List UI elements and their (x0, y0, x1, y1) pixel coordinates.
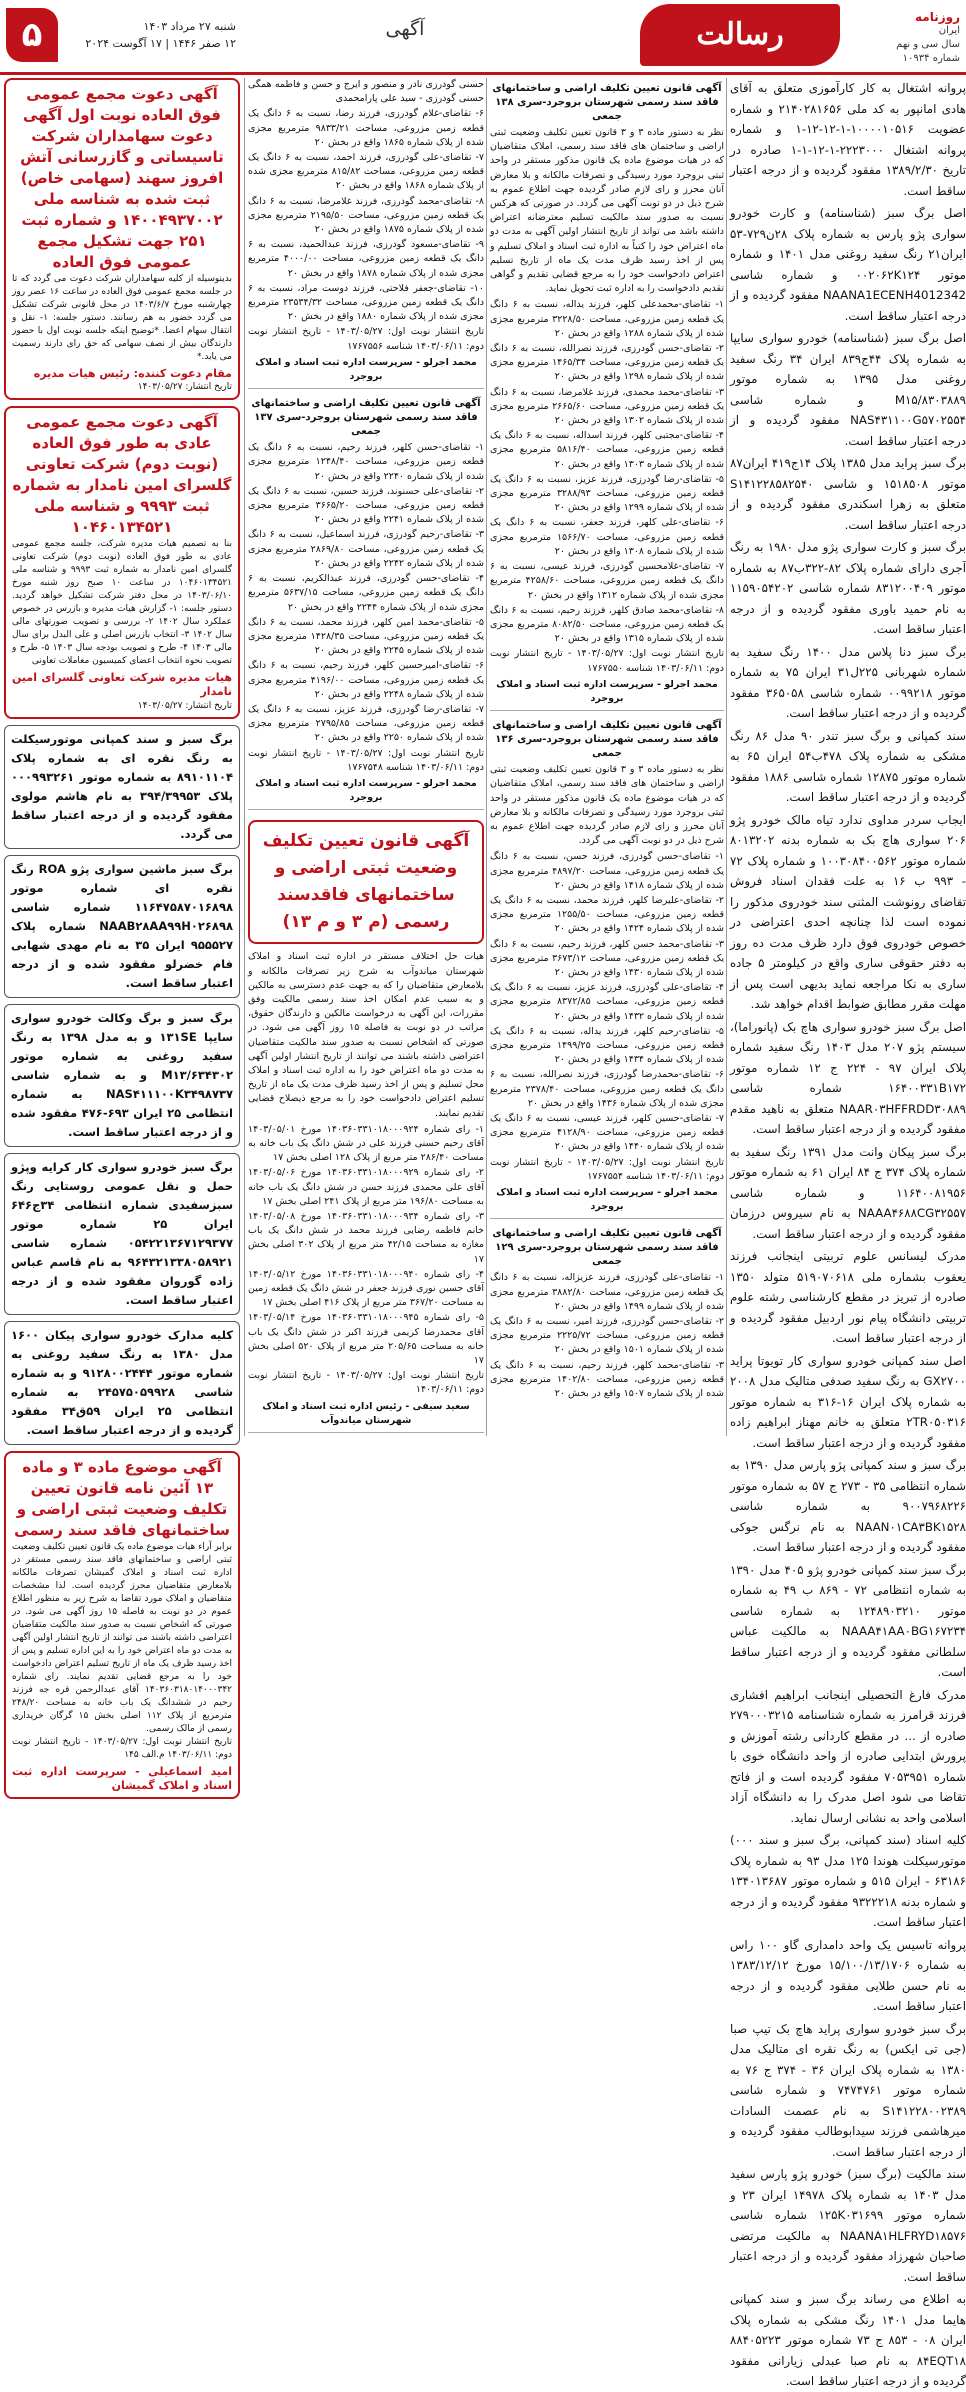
column-lost-notices (726, 78, 966, 2388)
notice-items (490, 850, 724, 1154)
notice-date: تاریخ انتشار نوبت اول: ۱۴۰۳/۰۵/۲۷ - تاریخ انتشار نوبت دوم: ۱۴۰۳/۰۶/۱۱ (248, 1370, 484, 1396)
ad-signature: هیات مدیره شرکت تعاونی گلسرای امین نامدار (12, 671, 232, 699)
notice-intro: نظر به دستور ماده ۳ و ۳ قانون تعیین تکلیف وضعیت ثبتی اراضی و ساختمان های فاقد سند رسمی، املاک متقاضیان که در هیات موضوع ماده یک قانون مذکور مستقر در واحد ثبتی بروجرد مورد رسیدگی و تصرفات مالکانه و بلا معارض آنان محرز و رای لازم صادر گردیده جهت اطلاع عموم به شرح ذیل در دو نوبت آگهی می گردد. (490, 764, 724, 847)
issue-year: سال سی و نهم (896, 39, 960, 50)
masthead (0, 0, 966, 75)
small-ad-item: برگ سبز خودرو سواری کار کرایه وپژو حمل و نقل عمومی روستایی رنگ سبزسفیدی شماره انتظامی ۳۴ج۶۴۶ ایران ۲۵ شماره موتور ۰۵۴۲۲۱۳۶۷۱۲۹۳۷۷ شماره شاسی ۹۶۴۳۲۱۳۳۸۰۵۸۹۲۱ به نام قاسم عباس زاده گوروان مفقود شده و از درجه اعتبار ساقط است. (4, 1153, 240, 1315)
notice-heading: آگهی قانون تعیین تکلیف اراضی و ساختمانهای فاقد سند رسمی شهرستان بروجرد-سری ۱۳۸ جمعی (492, 83, 722, 122)
ad-title: آگهی دعوت مجمع عمومی عادی به طور فوق العاده (نوبت دوم) شرکت تعاونی گلسرای امین نامدار به شماره ثبت ۹۹۹۳ و شناسه ملی ۱۰۴۶۰۱۳۴۵۲۱ (12, 413, 232, 537)
notice-items (248, 78, 484, 324)
ad-land-notice (4, 1451, 240, 1799)
notice-date: تاریخ انتشار نوبت اول: ۱۴۰۳/۰۵/۲۷ - تاریخ انتشار نوبت دوم: ۱۴۰۳/۰۶/۱۱ شناسه ۱۷۶۷۵۴۸ (248, 747, 484, 773)
lost-notice-item: برگ سبز خودرو سواری پراید هاچ بک تیپ صبا (جی تی ایکس) به رنگ نقره ای متالیک مدل ۱۳۸۰ به شماره پلاک ایران ۳۶ - ۳۷۴ ج ۷۶ به شماره موتور ۷۴۷۴۷۶۱ و شماره شاسی S۱۴۱۲۲۸۰۰۲۳۸۹ به نام عصمت السادات میرهاشمی فرزند سیدابوطالب مفقود گردیده و از درجه اعتبار ساقط است. (730, 2021, 966, 2159)
issue-info (850, 10, 960, 66)
notice-item: ۶- تقاضای-امیرحسین کلهر، فرزند رحیم، نسبت به ۶ دانگ یک قطعه زمین مزروعی، مساحت ۴۱۹۶/۰۰ مترمربع مجزی شده از پلاک شماره ۲۲۴۸ واقع در بخش ۲۰ (248, 660, 485, 700)
ad-signature: مقام دعوت کننده: رئیس هیات مدیره (33, 367, 232, 380)
lost-notice-item: برگ سبز و کارت سواری پژو مدل ۱۹۸۰ به رنگ آجری دارای شماره پلاک ۸۲-۳۲۲ب۸۷ به شماره موتور ۸۳۱۲۰۰۴۰۹ شماره شاسی ۱۱۵۹۰۵۴۲۰۲ به نام حمید باوری مفقود گردیده و از درجه اعتبار ساقط است. (730, 540, 966, 636)
ad-title: آگهی موضوع ماده ۳ و ماده ۱۳ آئین نامه قانون تعیین تکلیف وضعیت ثبتی اراضی و ساختمانهای فاقد سند رسمی (14, 1457, 230, 1539)
featured-notice-body: هیات حل اختلاف مستقر در اداره ثبت اسناد و املاک شهرستان میاندوآب به شرح زیر تصرفات مالکانه و بلامعارض متقاضیان را که به جهت عدم دسترسی به مالکین و به سبب عدم امکان اخذ سند رسمی مالکیت وفق مقررات، این آگهی به درخواست مالکین و دارندگان حقوق، مراتب در دو نوبت به فاصله ۱۵ روز آگهی می شود. در صورتی که اشخاص نسبت به صدور سند مالکیت متقاضیان اعتراضی داشته باشند می توانند از تاریخ انتشار اولین آگهی به مدت دو ماه اعتراض خود را به اداره ثبت اسناد و املاک محل تسلیم و پس از اخذ رسید ظرف مدت یک ماه از تاریخ تسلیم اعتراض دادخواست خود را به مرجع ذیصلاح قضایی تقدیم نمایند. (248, 951, 485, 1119)
notice-date: تاریخ انتشار نوبت اول: ۱۴۰۳/۰۵/۲۷ - تاریخ انتشار نوبت دوم: ۱۴۰۳/۰۶/۱۱ شناسه ۱۷۶۷۵۵۰ (490, 648, 724, 674)
ad-date: تاریخ انتشار: ۱۴۰۳/۰۵/۲۷ (137, 382, 232, 393)
notice-heading: آگهی قانون تعیین تکلیف اراضی و ساختمانهای فاقد سند رسمی شهرستان بروجرد-سری ۱۲۹ جمعی (492, 1228, 722, 1268)
lost-notice-item: پروانه اشتغال به کار کارآموزی متعلق به آقای هادی امانپور به کد ملی ۲۱۴۰۲۸۱۶۵۶ و شماره عضویت ۱۰۰۰۰۱۰۵۱۶-۱-۱۲-۱۲-۱ و شماره پروانه اشتغال ۲۲۲۳۰۰۰-۱-۱۲-۱-۱ صادره در تاریخ ۱۳۸۹/۲/۳۰ مفقود گردیده و از درجه اعتبار ساقط است. (730, 81, 966, 198)
notice-item: ۷- تقاضای-رضا گودرزی، فرزند عزیز، نسبت به ۶ دانگ یک قطعه زمین مزروعی، مساحت ۲۷۹۵/۸۵ مترمربع مجزی شده از پلاک شماره ۲۲۵۰ واقع در بخش ۲۰ (248, 703, 484, 744)
notice-signature: سعید سیفی - رئیس اداره ثبت اسناد و املاک شهرستان میاندوآب (248, 1400, 484, 1433)
notice-item: ۴- رای شماره ۱۴۰۳۶۰۳۳۱۰۱۸۰۰۰۹۴۰ مورخ ۱۴۰۳/۰۵/۱۲ آقای حسین نوری فرزند جعفر در شش دانگ یک قطعه زمین به مساحت ۳۶۷/۲۰ متر مربع از پلاک ۴۱۶ اصلی بخش ۱۷ (248, 1268, 484, 1309)
notice-item: ۳- رای شماره ۱۴۰۳۶۰۳۳۱۰۱۸۰۰۰۹۳۴ مورخ ۱۴۰۳/۰۵/۰۸ خانم فاطمه رضایی فرزند محمد در شش دانگ یک باب مغازه به مساحت ۴۲/۱۵ متر مربع از پلاک ۳۰۲ اصلی بخش ۱۷ (248, 1211, 485, 1265)
notice-item: ۵- تقاضای-رضا گودرزی، فرزند عزیز، نسبت به ۶ دانگ یک قطعه زمین مزروعی، مساحت ۳۲۸۸/۹۳ مترمربع مجزی شده از پلاک شماره ۱۲۹۹ واقع در بخش ۲۰ (490, 473, 725, 514)
lost-notice-item: به اطلاع می رساند برگ سبز و سند کمپانی هایما مدل ۱۴۰۱ رنگ مشکی به شماره پلاک ایران ۰۸ - ۸۵۳ ج ۷۳ شماره موتور ۸۸۴۰۵۲۲۳ ۸۴EQT۱۸ به نام صبا عبدلی زیارانی مفقود گردیده و از درجه اعتبار ساقط است. (730, 2292, 966, 2388)
notice-item: ۹- تقاضای-مسعود گودرزی، فرزند عبدالحمید، نسبت به ۶ دانگ یک قطعه زمین مزروعی، مساحت ۴۰۰۰/۰۰ مترمربع مجزی شده از پلاک شماره ۱۸۷۸ واقع در بخش ۲۰ (248, 239, 484, 279)
notice-intro: نظر به دستور ماده ۳ و ۳ قانون تعیین تکلیف وضعیت ثبتی اراضی و ساختمان های فاقد سند رسمی، املاک متقاضیان که در هیات موضوع ماده یک قانون مذکور مستقر در واحد ثبتی بروجرد مورد رسیدگی و تصرفات مالکانه و بلا معارض آنان محرز و رای لازم صادر گردیده جهت اطلاع عموم به شرح ذیل در دو نوبت آگهی می گردد. در صورتی که هرکس نسبت به صدور سند مالکیت تسلیم معترضانه اعتراض داشته باشد می تواند از تاریخ انتشار اولین آگهی به مدت دو ماه اعتراض خود را کتباً به اداره ثبت اسناد و املاک تسلیم و پس از اخذ رسید ظرف مدت یک ماه از تاریخ تسلیم اعتراض دادخواست خود را به مرجع قضایی تقدیم و گواهی تقدیم دادخواست را به اداره ثبت تحویل نماید. (490, 127, 724, 295)
lost-notice-item: سند مالکیت (برگ سبز) خودرو پژو پارس سفید مدل ۱۴۰۳ به شماره پلاک ۱۴۹۷۸ ایران ۲۳ و شماره موتور ۱۲۵K۰۳۱۶۹۹ شماره شاسی NAANA۱HLFRYD۱۸۵۷۶ به مالکیت مرتضی صاحبان شهرزاد مفقود گردیده و از درجه اعتبار ساقط است. (730, 2167, 966, 2284)
lost-notice-item: برگ سبز پیکان وانت مدل ۱۳۹۱ رنگ سفید به شماره پلاک ۳۷۴ ج ۸۴ ایران ۶۱ به شماره موتور ۱۱۶۴۰۰۸۱۹۵۶ و شماره شاسی NAAA۴۶۸۸CG۳۲۵۵۷ به نام سیروس درزمان مفقود گردیده و از درجه اعتبار ساقط است. (730, 1144, 966, 1241)
ad-signature: امید اسماعیلی - سرپرست اداره ثبت اسناد و املاک گمیشان (12, 1764, 232, 1792)
featured-notice-title: آگهی قانون تعیین تکلیف وضعیت ثبتی اراضی و ساختمانهای فاقدسند رسمی (م ۳ و م ۱۳) (248, 820, 484, 944)
small-ad-item: برگ سبز و سند کمپانی موتورسیکلت به رنگ نقره ای به شماره پلاک ۸۹۱۰۱۱۰۴ به شماره موتور ۰۰۰۹۹۳۲۶۱ پلاک ۳۹۴/۳۹۹۵۳ به نام هاشم مولوی مفقود گردیده و از درجه اعتبار ساقط می گردد. (4, 725, 240, 849)
lost-notice-item: برگ سبز سند کمپانی خودرو پژو ۴۰۵ مدل ۱۳۹۰ به شماره انتظامی ۷۲ - ۸۶۹ ب ۴۹ به شماره موتور ۱۲۴۸۹۰۳۲۱۰ به شماره شاسی NAAA۴۱AA۰BG۱۶۷۲۳۴ به مالکیت عباس سلطانی مفقود گردیده و از درجه اعتبار ساقط است. (730, 1562, 966, 1679)
notice-item: ۸- تقاضای-محمد صادق کلهر، فرزند رحیم، نسبت به ۶ دانگ یک قطعه زمین مزروعی، مساحت ۸۰۸۲/۵۰ مترمربع مجزی شده از پلاک شماره ۱۳۱۵ واقع در بخش ۲۰ (490, 604, 724, 645)
notice-items (248, 441, 484, 745)
lost-notice-item: پروانه تاسیس یک واحد دامداری گاو ۱۰۰ راس به شماره ۱۵/۱۰۰/۱۳/۱۷۰۶ مورخ ۱۳۸۳/۱۲/۱۲ به نام حسن طلایی مفقود گردیده و از درجه اعتبار ساقط است. (730, 1937, 966, 2013)
lost-notice-item: برگ سبز پراید مدل ۱۳۸۵ پلاک ۱۴ج۴۱۹ ایران۸۷ موتور ۱۵۱۸۵۰۸ و شاسی S۱۴۱۲۲۸۵۸۲۵۴۰ متعلق به زهرا اسکندری مفقود گردیده و از درجه اعتبار ساقط است. (730, 456, 966, 532)
small-ad-item: کلیه مدارک خودرو سواری پیکان ۱۶۰۰ مدل ۱۳۸۰ به رنگ سفید روغنی به شماره موتور ۹۱۲۸۰۰۲۴۴۴ و به شماره شاسی ۲۴۵۷۵۰۵۹۹۲۸ به شماره انتظامی ۲۵ ایران ۵۹ق۳۴ مفقود گردیده و از درجه اعتبار ساقط است. (4, 1321, 240, 1445)
lost-notice-item: اصل برگ سبز (شناسنامه) و کارت خودرو سواری پژو پارس به شماره پلاک ۲۸ن۷۲۹-۵۳ ایران۲۱ رنگ سفید روغنی مدل ۱۴۰۱ و شماره موتور ۰۰۲۰۶۲K۱۲۴ و شماره شاسی NAANA1ECENH4012342 مفقود گردیده و از درجه اعتبار ساقط است. (730, 206, 966, 323)
lost-notice-item: اصل برگ سبز (شناسنامه) خودرو سواری سایپا به شماره پلاک ۴۴ج۸۳۹ ایران ۳۴ رنگ سفید روغنی مدل ۱۳۹۵ به شماره موتور M۱۵/۸۳۰۳۸۸۹ و شماره شاسی NAS۴۳۱۱۰۰G۵۷۰۲۵۵۴ مفقود گردیده و از درجه اعتبار ساقط است. (730, 331, 966, 448)
notice-items (490, 298, 724, 646)
ad-date: تاریخ انتشار نوبت اول: ۱۴۰۳/۰۵/۲۷ - تاریخ انتشار نوبت دوم: ۱۴۰۳/۰۶/۱۱ م.الف ۱۴۵ (12, 1736, 233, 1760)
column-land-notices-a (486, 78, 724, 1436)
notice-item: ۴- تقاضای-علی گودرزی، فرزند عزیز، نسبت به ۶ دانگ یک قطعه زمین مزروعی، مساحت ۸۳۷۲/۸۵ مترمربع مجزی شده از پلاک شماره ۱۴۳۲ واقع در بخش ۲۰ (490, 982, 724, 1022)
notice-items (248, 1123, 484, 1368)
notice-item: ۱- تقاضای-محمدعلی کلهر، فرزند یداله، نسبت به ۶ دانگ یک قطعه زمین مزروعی، مساحت ۳۲۲۸/۵۰ مترمربع مجزی شده از پلاک شماره ۱۲۸۸ واقع در بخش ۲۰ (490, 299, 724, 339)
ad-assembly-invitation (4, 78, 240, 400)
date-block (66, 18, 236, 52)
column-boxed-ads (4, 78, 240, 1792)
lost-notice-item: مدرک فارغ التحصیلی اینجانب ابراهیم افشاری فرزند قرامرز به شماره شناسنامه ۲۷۹۰۰۰۳۲۱۵ صادره از ... در مقطع کاردانی رشته آموزش و پرورش ابتدایی صادره از واحد دانشگاه خوی با شماره ۷۰۵۳۹۵۱ مفقود گردیده است و از فاتح تقاضا می شود اصل مدرک را به دانشگاه آزاد اسلامی واحد به نشانی ارسال نماید. (730, 1687, 966, 1825)
notice-signature: محمد اجرلو - سرپرست اداره ثبت اسناد و املاک بروجرد (490, 678, 724, 711)
notice-date: تاریخ انتشار نوبت اول: ۱۴۰۳/۰۵/۲۷ - تاریخ انتشار نوبت دوم: ۱۴۰۳/۰۶/۱۱ شناسه ۱۷۶۷۵۵۶ (248, 326, 484, 352)
ad-body: بدینوسیله از کلیه سهامداران شرکت دعوت می گردد که تا در جلسه مجمع عمومی فوق العاده در ساعت ۱۶ عصر روز چهارشنبه مورخ ۱۴۰۳/۶/۷ در محل قانونی شرکت تشکیل می گردد حضور به هم رسانند. دستور جلسه: ۱- نقل و انتقال سهام اعضا. *توضیح اینکه جلسه نوبت اول با حضور دارندگان بیش از نصف سهامی که حق رای دارند رسمیت می یابد.* (12, 274, 233, 362)
notice-date: تاریخ انتشار نوبت اول: ۱۴۰۳/۰۵/۲۷ - تاریخ انتشار نوبت دوم: ۱۴۰۳/۰۶/۱۱ شناسه ۱۷۶۷۵۵۴ (490, 1156, 724, 1182)
notice-signature: محمد اجرلو - سرپرست اداره ثبت اسناد و املاک بروجرد (248, 777, 484, 810)
notice-item: ۱- تقاضای-حسن کلهر، فرزند رحیم، نسبت به ۶ دانگ یک قطعه زمین مزروعی، مساحت ۱۲۴۸/۴۰ مترمربع مجزی شده از پلاک شماره ۲۲۴۰ واقع در بخش ۲۰ (248, 442, 485, 482)
notice-item: ۳- تقاضای-محمد کلهر، فرزند رحیم، نسبت به ۶ دانگ یک قطعه زمین مزروعی، مساحت ۱۴۰۲/۸۰ مترمربع مجزی شده از پلاک شماره ۱۵۰۷ واقع در بخش ۲۰ (490, 1359, 725, 1400)
notice-item: ۲- تقاضای-حسن گودرزی، فرزند نصرالله، نسبت به ۶ دانگ یک قطعه زمین مزروعی، مساحت ۱۴۶۵/۳۴ مترمربع مجزی شده از پلاک شماره ۱۲۹۸ واقع در بخش ۲۰ (490, 343, 724, 383)
notice-item: ۲- تقاضای-علیرضا کلهر، فرزند محمد، نسبت به ۶ دانگ یک قطعه زمین مزروعی، مساحت ۱۲۵۵/۵۰ مترمربع مجزی شده از پلاک شماره ۱۴۲۴ واقع در بخش ۲۰ (490, 894, 725, 935)
lost-notice-item: کلیه اسناد (سند کمپانی، برگ سبز و سند ۰۰۰) موتورسیکلت هوندا ۱۲۵ مدل ۹۳ به شماره پلاک ۶۳۱۸۶ - ایران ۵۱۵ و شماره موتور ۱۳۴۰۱۳۶۸۷ و شماره بدنه ۹۳۲۲۲۱۸ مفقود گردیده و از درجه اعتبار ساقط است. (730, 1833, 966, 1929)
notice-item: ۵- تقاضای-محمد امین کلهر، فرزند محمد، نسبت به ۶ دانگ یک قطعه زمین مزروعی، مساحت ۱۴۲۸/۳۵ مترمربع مجزی شده از پلاک شماره ۲۲۴۵ واقع در بخش ۲۰ (248, 616, 484, 657)
notice-item: ۱- تقاضای-حسن گودرزی، فرزند حسن، نسبت به ۶ دانگ یک قطعه زمین مزروعی، مساحت ۴۸۹۷/۲۰ مترمربع مجزی شده از پلاک شماره ۱۴۱۸ واقع در بخش ۲۰ (490, 851, 724, 891)
notice-item: ۷- تقاضای-علی گودرزی، فرزند احمد، نسبت به ۶ دانگ یک قطعه زمین مزروعی، مساحت ۸۱۵/۸۲ مترمربع مجزی شده از پلاک شماره ۱۸۶۸ واقع در بخش ۲۰ (248, 152, 485, 192)
notice-signature: محمد اجرلو - سرپرست اداره ثبت اسناد و املاک بروجرد (248, 356, 484, 389)
notice-item: ۵- تقاضای-رحیم کلهر، فرزند یداله، نسبت به ۶ دانگ یک قطعه زمین مزروعی، مساحت ۱۴۹۹/۲۵ مترمربع مجزی شده از پلاک شماره ۱۴۳۴ واقع در بخش ۲۰ (490, 1025, 725, 1066)
small-ads (4, 725, 240, 1445)
page-number: ۵ (6, 8, 58, 62)
lost-notice-item: برگ سبز و سند کمپانی پژو پارس مدل ۱۳۹۰ به شماره انتظامی ۳۵ - ۲۷۳ ج ۵۷ به شماره موتور ۹۰۰۷۹۶۸۲۲۶ به شماره شاسی NAAN۰۱CA۳BK۱۵۲۸ به نام نرگس جوکی مفقود گردیده و از درجه اعتبار ساقط است. (730, 1458, 966, 1554)
notice-item: ۱- تقاضای-علی گودرزی، فرزند عزیزاله، نسبت به ۶ دانگ یک قطعه زمین مزروعی، مساحت ۳۸۸۲/۸۰ مترمربع مجزی شده از پلاک شماره ۱۴۹۹ واقع در بخش ۲۰ (490, 1272, 724, 1312)
lost-notice-item: اصل سند کمپانی خودرو سواری کار تویوتا پراید GX۲۷۰۰ به رنگ سفید صدفی متالیک مدل ۲۰۰۸ به شماره پلاک ایران ۱۶-۳۱۶ به شماره موتور ۲TR۰۵۰۳۱۶ متعلق به خانم مهناز ابراهیم زاده مفقود گردیده و از درجه اعتبار ساقط است. (730, 1353, 966, 1450)
newspaper-logo: رسالت (640, 4, 840, 66)
notice-item: ۳- تقاضای-محمد حسن کلهر، فرزند رحیم، نسبت به ۶ دانگ یک قطعه زمین مزروعی، مساحت ۳۶۷۳/۱۲ مترمربع مجزی شده از پلاک شماره ۱۴۳۰ واقع در بخش ۲۰ (490, 938, 724, 978)
notice-item: ۸- تقاضای-محمد گودرزی، فرزند غلامرضا، نسبت به ۶ دانگ یک قطعه زمین مزروعی، مساحت ۲۱۹۵/۵۰ مترمربع مجزی شده از پلاک شماره ۱۸۷۵ واقع در بخش ۲۰ (248, 195, 484, 236)
notice-item: ۷- تقاضای-حسین کلهر، فرزند عیسی، نسبت به ۶ دانگ یک قطعه زمین مزروعی، مساحت ۴۱۲۸/۹۰ مترمربع مجزی شده از پلاک شماره ۱۴۴۰ واقع در بخش ۲۰ (490, 1113, 725, 1153)
issue-daily: روزنامه (915, 10, 960, 24)
ad-body: بنا به تصمیم هیات مدیره شرکت، جلسه مجمع عمومی عادی به طور فوق العاده (نوبت دوم) شرکت تعاونی گلسرای امین نامدار به شماره ثبت ۹۹۹۳ و شناسه ملی ۱۰۴۶۰۱۳۴۵۲۱ در ساعت ۱۰ صبح روز شنبه مورخ ۱۴۰۳/۰۶/۱۰ در محل دفتر شرکت تشکیل خواهد گردید. دستور جلسه: ۱- گزارش هیات مدیره و بازرس در خصوص عملکرد سال ۱۴۰۲ ۲- بررسی و تصویب صورتهای مالی سال ۱۴۰۲ ۳- انتخاب بازرس اصلی و علی البدل برای سال مالی ۱۴۰۳ ۴- طرح و تصویب بودجه سال ۱۴۰۳ ۵- طرح و تصویب نحوه انتخاب اعضای کمیسیون معاملات تعاونی (12, 539, 232, 667)
small-ad-item: برگ سبز و برگ وکالت خودرو سواری سایپا ۱۳۱SE و به مدل ۱۳۹۸ به رنگ سفید روغنی به شماره موتور M۱۳/۶۳۴۳۰۲ و به شماره شاسی NAS۴۱۱۱۰۰K۳۴۹۸۷۳۷ به شماره انتظامی ۲۵ ایران ۶۹۳-۴۷۶ مفقود شده و از درجه اعتبار ساقط است. (4, 1004, 240, 1147)
notice-item: ۷- تقاضای-غلامحسین گودرزی، فرزند عیسی، نسبت به ۶ دانگ یک قطعه زمین مزروعی، مساحت ۴۲۵۸/۶۰ مترمربع مجزی شده از پلاک شماره ۱۳۱۲ واقع در بخش ۲۰ (490, 561, 725, 601)
date-line-other: ۱۲ صفر ۱۴۴۶ | ۱۷ آگوست ۲۰۲۴ (85, 37, 236, 50)
notice-item: ۴- تقاضای-حسن گودرزی، فرزند عبدالکریم، نسبت به ۶ دانگ یک قطعه زمین مزروعی، مساحت ۵۶۳۷/۱۵ مترمربع مجزی شده از پلاک شماره ۲۲۴۴ واقع در بخش ۲۰ (248, 573, 484, 613)
notice-item: ۳- تقاضای-رحیم گودرزی، فرزند اسماعیل، نسبت به ۶ دانگ یک قطعه زمین مزروعی، مساحت ۲۸۶۹/۸۰ مترمربع مجزی شده از پلاک شماره ۲۲۴۲ واقع در بخش ۲۰ (248, 529, 484, 569)
notice-item: ۶- تقاضای-محمدرضا گودرزی، فرزند نصرالله، نسبت به ۶ دانگ یک قطعه زمین مزروعی، مساحت ۲۳۷۸/۴۰ مترمربع مجزی شده از پلاک شماره ۱۴۳۶ واقع در بخش ۲۰ (490, 1069, 725, 1109)
notice-heading: آگهی قانون تعیین تکلیف اراضی و ساختمانهای فاقد سند رسمی شهرستان بروجرد-سری ۱۳۶ جمعی (492, 720, 722, 760)
notice-signature: محمد اجرلو - سرپرست اداره ثبت اسناد و املاک بروجرد (490, 1186, 724, 1219)
notice-item: ۲- تقاضای-حسن گودرزی، فرزند امیر، نسبت به ۶ دانگ یک قطعه زمین مزروعی، مساحت ۲۲۲۵/۷۲ مترمربع مجزی شده از پلاک شماره ۱۵۰۱ واقع در بخش ۲۰ (490, 1316, 725, 1356)
notice-item: ۶- تقاضای-غلام گودرزی، فرزند رضا، نسبت به ۶ دانگ یک قطعه زمین مزروعی، مساحت ۹۸۳۳/۲۱ مترمربع مجزی شده از پلاک شماره ۱۸۶۵ واقع در بخش ۲۰ (248, 108, 485, 148)
notice-item: ۴- تقاضای-مجتبی کلهر، فرزند اسداله، نسبت به ۶ دانگ یک قطعه زمین مزروعی، مساحت ۵۸۱۶/۴۰ مترمربع مجزی شده از پلاک شماره ۱۳۰۳ واقع در بخش ۲۰ (490, 430, 724, 470)
small-ad-item: برگ سبز ماشین سواری پژو ROA رنگ نقره ای شماره موتور ۱۱۶۴۷۵۸۷۰۱۶۸۹۸ شماره شاسی NAAB۲۸AA۹۹H۰۲۶۸۹۸ شماره پلاک ۹۵۵۵۲۷ ایران ۳۵ به نام مهدی شهابی فام خضرلو مفقود شده و از درجه اعتبار ساقط است. (4, 855, 240, 998)
issue-number: شماره ۱۰۹۳۴ (902, 53, 960, 64)
issue-country: ایران (938, 25, 960, 36)
notice-item: ۳- تقاضای-محمد محمدی، فرزند غلامرضا، نسبت به ۶ دانگ یک قطعه زمین مزروعی، مساحت ۲۶۶۵/۶۰ مترمربع مجزی شده از پلاک شماره ۱۳۰۲ واقع در بخش ۲۰ (490, 386, 724, 427)
lost-notice-item: ایجاب سردر مداوی ندارد تیاه مالک خودرو پژو ۲۰۶ سواری هاچ بک به شماره بدنه ۸۰۱۳۲۰۲ شماره موتور ۱۰۰۳۰۸۴۰۰۵۶۲ و شماره پلاک ۷۲ - ۹۹۳ ب ۱۶ به علت فقدان اسناد فروش تقاضای رونوشت المثنی سند خودروی مذکور را نموده است لذا چنانچه احدی اعتراضی در خصوص خودروی فوق دارد ظرف مدت ده روز به دفتر حقوقی ساری واقع در کیلومتر ۵ جاده ساری به نکا مراجعه نماید بدیهی است پس از مهلت مقرر مطابق ضوابط اقدام خواهد شد. (730, 812, 966, 1011)
notice-item: ۱- رای شماره ۱۴۰۳۶۰۳۳۱۰۱۸۰۰۰۹۲۴ مورخ ۱۴۰۳/۰۵/۰۱ آقای رحیم حسنی فرزند علی در شش دانگ یک باب خانه به مساحت ۲۸۶/۴۰ متر مربع از پلاک ۱۲۸ اصلی بخش ۱۷ (248, 1123, 484, 1164)
notice-item: ۲- تقاضای-علی حسنوند، فرزند حسین، نسبت به ۶ دانگ یک قطعه زمین مزروعی، مساحت ۳۶۶۵/۲۰ مترمربع مجزی شده از پلاک شماره ۲۲۴۱ واقع در بخش ۲۰ (248, 485, 484, 526)
ad-title: آگهی دعوت مجمع عمومی فوق العاده نوبت اول آگهی دعوت سهامداران شرکت تاسیساتی و گازرسانی آتش افروز سهند (سهامی خاص) ثبت شده به شناسه ملی ۱۴۰۰۴۹۳۷۰۰۲ و شماره ثبت ۲۵۱ جهت تشکیل مجمع عمومی فوق العاده (20, 85, 224, 271)
notice-item: ۱۰- تقاضای-جعفر فلاحتی، فرزند دوست مراد، نسبت به ۶ دانگ یک قطعه زمین مزروعی، مساحت ۲۳۵۳۴/۳۲ مترمربع مجزی شده از پلاک شماره ۱۸۸۰ واقع در بخش ۲۰ (248, 282, 485, 323)
column-land-notices-b (244, 78, 484, 1436)
section-title: آگهی (385, 18, 425, 40)
notice-items (490, 1271, 724, 1401)
notice-item: ۶- تقاضای-علی کلهر، فرزند جعفر، نسبت به ۶ دانگ یک قطعه زمین مزروعی، مساحت ۱۵۶۶/۷۰ مترمربع مجزی شده از پلاک شماره ۱۳۰۸ واقع در بخش ۲۰ (490, 517, 724, 557)
ad-body: برابر آراء هیات موضوع ماده یک قانون تعیین تکلیف وضعیت ثبتی اراضی و ساختمانهای فاقد سند رسمی مستقر در اداره ثبت اسناد و املاک گمیشان تصرفات مالکانه بلامعارض متقاضیان محرز گردیده است. لذا مشخصات متقاضیان و املاک مورد تقاضا به شرح زیر به منظور اطلاع عموم در دو نوبت به فاصله ۱۵ روز آگهی می شود. در صورتی که اشخاص نسبت به صدور سند مالکیت متقاضیان اعتراضی داشته باشند می توانند از تاریخ انتشار اولین آگهی به مدت دو ماه اعتراض خود را به این اداره تسلیم و پس از اخذ رسید ظرف یک ماه از تاریخ تسلیم اعتراض دادخواست خود را به مرجع قضایی تقدیم نمایند. رای شماره ۱۴۰۳۶۰۳۱۸۰۱۴۰۰۰۳۴۲ آقای عبدالرحمن قره جه فرزند رحیم در ششدانگ یک باب خانه به مساحت ۲۴۸/۲۰ مترمربع از پلاک ۱۱۲ اصلی بخش ۱۵ گرگان خریداری رسمی از مالک رسمی. (12, 1541, 232, 1734)
ad-cooperative-assembly (4, 406, 240, 718)
date-line-persian: شنبه ۲۷ مرداد ۱۴۰۳ (143, 20, 236, 33)
notice-item: حسنی گودرزی نادر و منصور و ایرج و حسن و فاطمه همگی حسنی گودرزی - سید علی پارامحمدی (248, 79, 484, 105)
notice-item: ۵- رای شماره ۱۴۰۳۶۰۳۳۱۰۱۸۰۰۰۹۴۵ مورخ ۱۴۰۳/۰۵/۱۴ آقای محمدرضا کریمی فرزند اکبر در شش دانگ یک باب خانه به مساحت ۲۰۵/۶۵ متر مربع از پلاک ۵۲۰ اصلی بخش ۱۷ (248, 1312, 484, 1367)
notice-item: ۲- رای شماره ۱۴۰۳۶۰۳۳۱۰۱۸۰۰۰۹۲۹ مورخ ۱۴۰۳/۰۵/۰۶ آقای علی محمدی فرزند حسن در شش دانگ یک باب خانه به مساحت ۱۹۶/۸۰ متر مربع از پلاک ۲۴۱ اصلی بخش ۱۷ (248, 1167, 484, 1207)
notice-heading: آگهی قانون تعیین تکلیف اراضی و ساختمانهای فاقد سند رسمی شهرستان بروجرد-سری ۱۳۷ جمعی (251, 398, 481, 438)
lost-notice-item: برگ سبز دنا پلاس مدل ۱۴۰۰ رنگ سفید به شماره شهربانی ۲۲۵ل۳۱ ایران ۷۵ به شماره موتور ۰۰۹۹۲۱۸ شماره شاسی ۳۶۵۰۵۸ مفقود گردیده و از درجه اعتبار ساقط است. (730, 644, 966, 720)
ad-date: تاریخ انتشار: ۱۴۰۳/۰۵/۲۷ (137, 700, 232, 711)
lost-notice-item: اصل برگ سبز خودرو سواری هاچ بک (پانوراما)، سیستم پژو ۲۰۷ مدل ۱۴۰۳ رنگ سفید شماره پلاک ایران ۹۷ - ۲۲۴ ج ۱۲ شماره موتور ۱۶۴۰۰۳۳۱B۱۷۲ شماره شاسی NAAR۰۳HFFRDD۳۰۸۸۹ متعلق به ناهید مقدم مفقود گردیده و از درجه اعتبار ساقط است. (730, 1019, 966, 1136)
lost-notice-item: سند کمپانی و برگ سبز تندر ۹۰ مدل ۸۶ رنگ مشکی به شماره پلاک ۴۷۸ب۵۴ ایران ۶۵ به شماره موتور ۱۲۸۷۵ شماره شاسی ۱۸۸۶ مفقود گردیده و از درجه اعتبار ساقط است. (730, 728, 966, 804)
lost-notice-item: مدرک لیسانس علوم تربیتی اینجانب فرزند یعقوب بشماره ملی ۵۱۹۰۷۰۶۱۸ متولد ۱۳۵۰ صادره از تبریز در مقطع کارشناسی رشته علوم تربیتی دانشگاه پیام نور اردبیل مفقود گردیده و از درجه اعتبار ساقط است. (730, 1249, 966, 1345)
